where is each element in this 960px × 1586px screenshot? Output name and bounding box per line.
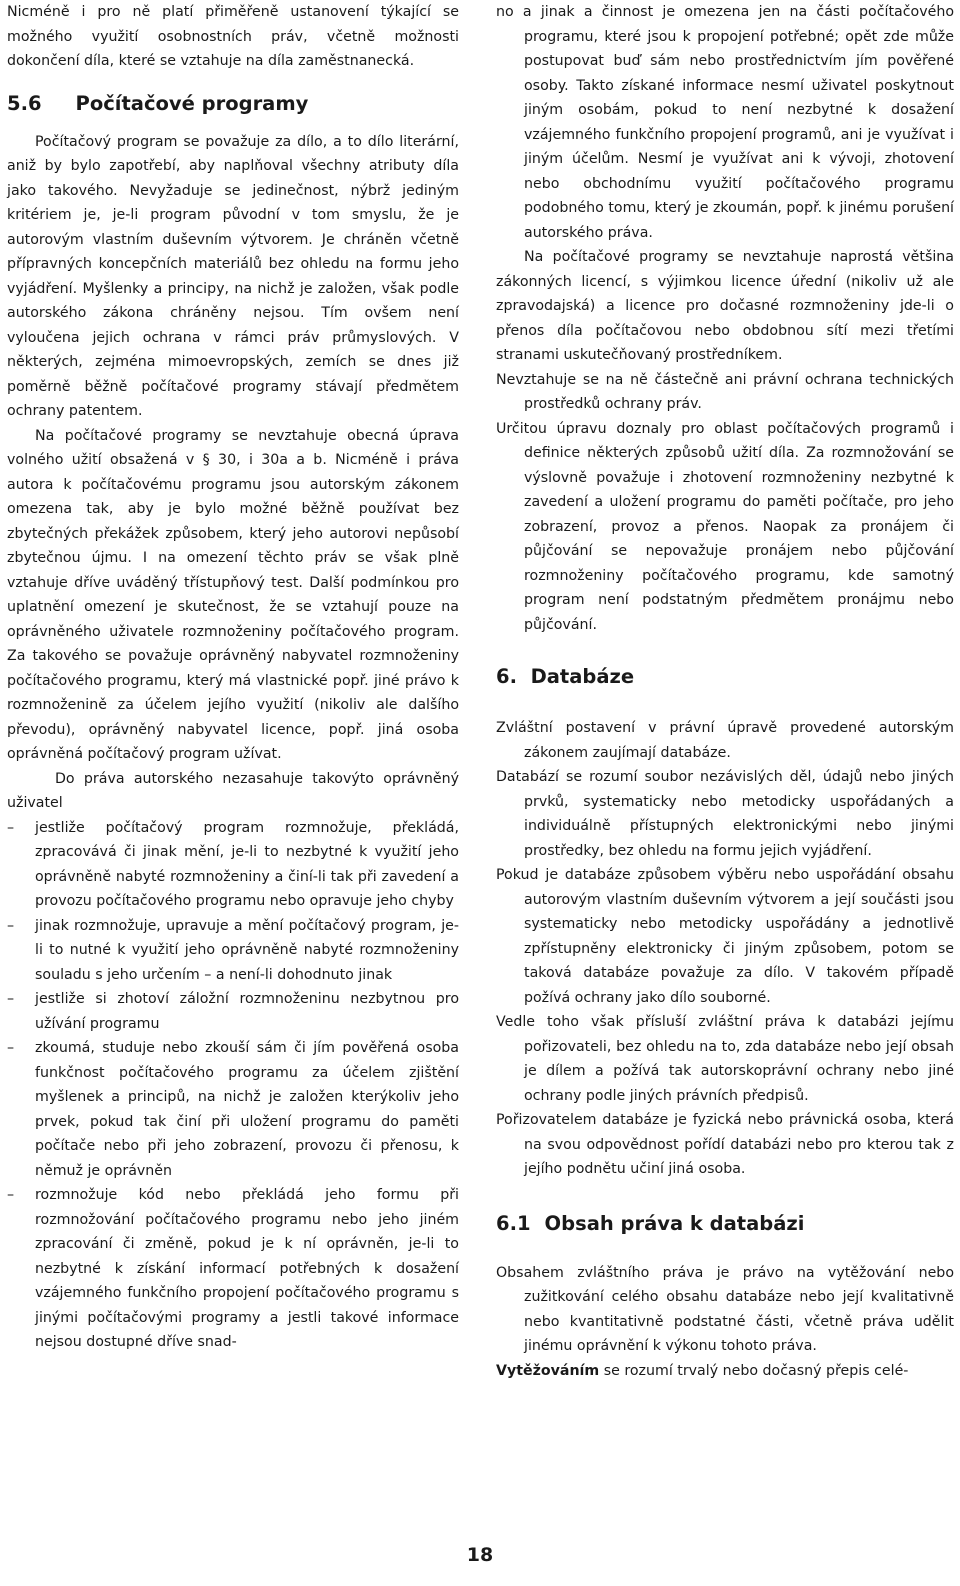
- section-title: Databáze: [530, 665, 635, 688]
- paragraph-user-rights: Do práva autorského nezasahuje takovýto oprávněný uživatel: [7, 770, 459, 811]
- paragraph-database: Pokud je databáze způsobem výběru nebo uspořádání obsahu autorovým vlastním duševním výtvorem a její součásti jsou systematicky nebo metodicky uspořádány a jednotlivě zpřístupněny elektronicky či jiným způsobem, potom se taková databáze považuje za dílo. V takovém případě požívá ochrany jako dílo souborné.: [496, 867, 954, 1006]
- dash-marker: –: [7, 991, 15, 1007]
- list-item: [7, 914, 459, 988]
- right-column: [496, 0, 954, 1383]
- list-item: [7, 1183, 459, 1355]
- section-title: Obsah práva k databázi: [544, 1211, 805, 1235]
- dash-marker: –: [7, 819, 15, 836]
- page-number: 18: [466, 1544, 494, 1566]
- paragraph-licences: Na počítačové programy se nevztahuje naprostá většina zákonných licencí, s výjimkou licence úřední (nikoliv už ale zpravodajská) a licence pro dočasné rozmnoženiny jde-li o přenos díla počítačovou nebo obdobnou sítí mezi třetími stranami uskutečňovaný prostředníkem.: [496, 249, 954, 363]
- list-item-text: jinak rozmnožuje, upravuje a mění počítačový program, je-li to nutné k využití jeho oprávněně nabyté rozmnoženiny souladu s jeho určením – a není-li dohodnuto jinak: [35, 917, 459, 983]
- paragraph-free-use: Na počítačové programy se nevztahuje obecná úprava volného užití obsažená v § 30, i 30a a b. Nicméně i práva autora k počítačovému programu jsou autorským zákonem omezena tak, aby je bylo možné běžně používat bez zbytečných překážek způsobem, který jeho autorovi nepůsobí zbytečnou újmu. I na omezení těchto práv se však plně vztahuje dříve uváděný třístupňový test. Další podmínkou pro uplatnění omezení je skutečnost, že se vztahují pouze na oprávněného uživatele rozmnoženiny počítačového program. Za takového se považuje oprávněný nabyvatel rozmnoženiny počítačového programu, který má vlastnické popř. jiné právo k rozmnoženině za účelem jejího využití (nikoliv ale dalšího převodu), oprávněný nabyvatel licence, popř. jiná osoba oprávněná počítačový program užívat.: [7, 427, 459, 762]
- left-column: [7, 0, 459, 1355]
- list-item: [7, 987, 459, 1036]
- continuation-paragraph: no a jinak a činnost je omezena jen na části počítačového programu, které jsou k propojení potřebné; opět zde může postupovat buď sám nebo prostřednictvím jím pověřené osoby. Takto získané informace nesmí uživatel poskytnout jiným osobám, pokud to není nezbytné k dosažení vzájemného funkčního propojení programů, ani je využívat i jiným účelům. Nesmí je využívat ani k vývoji, zhotovení nebo obchodnímu využití počítačového programu podobného tomu, který je zkoumán, popř. k jinému porušení autorského práva.: [496, 4, 954, 241]
- paragraph-technical-protection: Nevztahuje se na ně částečně ani právní ochrana technických prostředků ochrany práv.: [496, 371, 954, 412]
- section-heading-5-6: [7, 91, 459, 117]
- paragraph-program-definition: Počítačový program se považuje za dílo, a to dílo literární, aniž by bylo zapotřebí, aby naplňoval všechny atributy díla jako takového. Nevyžaduje se jedinečnost, nýbrž jediným kritériem je, je-li program původní v tom smyslu, že je autorovým vlastním duševním výtvorem. Je chráněn včetně přípravných koncepčních materiálů bez ohledu na formu jeho vyjádření. Myšlenky a principy, na nichž je založen, však podle autorského zákona chráněny nejsou. Tím ovšem není vyloučena jejich ochrana v rámci práv průmyslových. V některých, zejména mimoevropských, zemích se dnes již poměrně běžně počítačové programy stávají předmětem ochrany patentem.: [7, 133, 459, 419]
- intro-paragraph: Nicméně i pro ně platí přiměřeně ustanovení týkající se možného využití osobnostních práv, včetně možnosti dokončení díla, které se vztahuje na díla zaměstnanecká.: [7, 4, 459, 69]
- list-item: [7, 1036, 459, 1183]
- paragraph-database: Vedle toho však přísluší zvláštní práva k databázi jejímu pořizovateli, bez ohledu na to, zda databáze nebo její obsah je dílem a požívá tak autorskoprávní ochrany nebo jiné ochrany podle jiných právních předpisů.: [496, 1014, 954, 1104]
- section-title: Počítačové programy: [75, 91, 309, 115]
- rights-list: [7, 816, 459, 1355]
- paragraph-extraction: [496, 1359, 954, 1384]
- section-heading-6: [496, 664, 954, 690]
- dash-marker: –: [7, 1187, 15, 1203]
- dash-marker: –: [7, 917, 15, 934]
- paragraph-database: Zvláštní postavení v právní úpravě provedené autorským zákonem zaujímají databáze.: [496, 720, 954, 761]
- paragraph-rights-content: Obsahem zvláštního práva je právo na vytěžování nebo zužitkování celého obsahu databáze nebo její kvalitativně nebo kvantitativně podstatné části, včetně práva udělit jinému oprávnění k výkonu tohoto práva.: [496, 1264, 954, 1354]
- list-item-text: zkoumá, studuje nebo zkouší sám či jím pověřená osoba funkčnost počítačového programu za účelem zjištění myšlenek a principů, na nichž je založen kterýkoliv jeho prvek, pokud tak činí při uložení programu do paměti počítače nebo při jeho zobrazení, provozu či přenosu, k němuž je oprávněn: [35, 1040, 459, 1179]
- paragraph-definitions: Určitou úpravu doznaly pro oblast počítačových programů i definice některých způsobů užití díla. Za rozmnožování se výslovně považuje i zhotovení rozmnoženiny nezbytné k zavedení a uložení programu do paměti počítače, pro jeho zobrazení, provoz a přenos. Naopak za pronájem či půjčování se nepovažuje pronájem nebo půjčování rozmnoženiny počítačového programu, kde samotný program není podstatným předmětem pronájmu nebo půjčování.: [496, 420, 954, 633]
- defined-term: Vytěžováním: [496, 1362, 600, 1379]
- section-heading-6-1: [496, 1211, 954, 1237]
- dash-marker: –: [7, 1040, 15, 1056]
- list-item: [7, 816, 459, 914]
- paragraph-database: Databází se rozumí soubor nezávislých děl, údajů nebo jiných prvků, systematicky nebo metodicky uspořádaných a individuálně přístupných elektronickými nebo jinými prostředky, bez ohledu na formu jejich vyjádření.: [496, 769, 954, 859]
- section-number: 6.: [496, 665, 517, 688]
- paragraph-extraction-text: se rozumí trvalý nebo dočasný přepis celé-: [599, 1362, 909, 1379]
- section-number: 6.1: [496, 1211, 531, 1235]
- paragraph-database: Pořizovatelem databáze je fyzická nebo právnická osoba, která na svou odpovědnost pořídí databázi nebo pro kterou tak z jejího podnětu učiní jiná osoba.: [496, 1112, 954, 1177]
- section-number: 5.6: [7, 91, 42, 115]
- list-item-text: jestliže si zhotoví záložní rozmnoženinu nezbytnou pro užívání programu: [35, 991, 459, 1032]
- list-item-text: jestliže počítačový program rozmnožuje, překládá, zpracovává či jinak mění, je-li to nezbytné k využití jeho oprávněně nabyté rozmnoženiny a činí-li tak při zavedení a provozu počítačového programu nebo opravuje jeho chyby: [35, 819, 459, 909]
- list-item-text: rozmnožuje kód nebo překládá jeho formu při rozmnožování počítačového programu nebo jeho jiném zpracování či změně, pokud je k ní oprávněn, je-li to nezbytné k získání informací potřebných k dosažení vzájemného funkčního propojení počítačového programu s jinými počítačovými programy a jestli takové informace nejsou dostupné dříve snad-: [35, 1187, 459, 1350]
